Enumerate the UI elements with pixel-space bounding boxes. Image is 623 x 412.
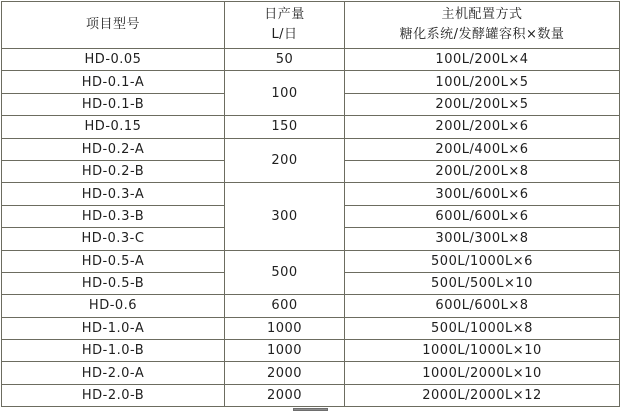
- model-cell: HD-0.3-A: [2, 183, 225, 205]
- config-cell: 200L/200L×5: [345, 93, 620, 115]
- model-cell: HD-0.1-A: [2, 71, 225, 93]
- model-cell: HD-2.0-A: [2, 362, 225, 384]
- config-cell: 100L/200L×4: [345, 49, 620, 71]
- header-daily-output: [225, 2, 345, 49]
- table-row: [2, 317, 620, 339]
- daily-output-cell: 2000: [225, 384, 345, 406]
- config-cell: 200L/400L×6: [345, 138, 620, 160]
- config-cell: 2000L/2000L×12: [345, 384, 620, 406]
- model-cell: HD-2.0-B: [2, 384, 225, 406]
- config-cell: 600L/600L×6: [345, 205, 620, 227]
- config-cell: 600L/600L×8: [345, 295, 620, 317]
- model-cell: HD-0.3-B: [2, 205, 225, 227]
- config-cell: 200L/200L×8: [345, 160, 620, 182]
- daily-output-cell: 50: [225, 49, 345, 71]
- config-cell: 500L/1000L×8: [345, 317, 620, 339]
- model-cell: HD-0.5-B: [2, 272, 225, 294]
- daily-output-cell: 1000: [225, 340, 345, 362]
- header-model-label: 项目型号: [85, 17, 140, 32]
- header-daily-output-label: 日产量: [264, 7, 305, 22]
- table-row: [2, 295, 620, 317]
- model-cell: HD-0.3-C: [2, 228, 225, 250]
- table-row: [2, 183, 620, 205]
- header-daily-output-unit: L/日: [271, 27, 298, 42]
- table-row: [2, 71, 620, 93]
- config-cell: 1000L/2000L×10: [345, 362, 620, 384]
- table-body: [2, 49, 620, 407]
- model-cell: HD-1.0-B: [2, 340, 225, 362]
- table-row: [2, 116, 620, 138]
- daily-output-cell: 600: [225, 295, 345, 317]
- table-row: [2, 138, 620, 160]
- table-row: [2, 49, 620, 71]
- daily-output-cell: 200: [225, 138, 345, 183]
- config-cell: 500L/500L×10: [345, 272, 620, 294]
- daily-output-cell: 1000: [225, 317, 345, 339]
- table-row: [2, 340, 620, 362]
- daily-output-cell: 100: [225, 71, 345, 116]
- config-cell: 200L/200L×6: [345, 116, 620, 138]
- config-cell: 300L/600L×6: [345, 183, 620, 205]
- header-config: [345, 2, 620, 49]
- daily-output-cell: 300: [225, 183, 345, 250]
- config-cell: 500L/1000L×6: [345, 250, 620, 272]
- table-resize-handle[interactable]: [293, 408, 328, 411]
- config-cell: 100L/200L×5: [345, 71, 620, 93]
- model-cell: HD-0.05: [2, 49, 225, 71]
- header-row: [2, 2, 620, 49]
- header-model: [2, 2, 225, 49]
- model-cell: HD-0.6: [2, 295, 225, 317]
- config-cell: 300L/300L×8: [345, 228, 620, 250]
- model-cell: HD-1.0-A: [2, 317, 225, 339]
- header-config-label: 主机配置方式: [441, 7, 523, 22]
- model-cell: HD-0.5-A: [2, 250, 225, 272]
- table-row: [2, 362, 620, 384]
- model-cell: HD-0.2-B: [2, 160, 225, 182]
- spec-table-container: [1, 1, 620, 407]
- model-cell: HD-0.15: [2, 116, 225, 138]
- daily-output-cell: 500: [225, 250, 345, 295]
- model-cell: HD-0.2-A: [2, 138, 225, 160]
- product-spec-table: [1, 1, 620, 407]
- table-row: [2, 250, 620, 272]
- config-cell: 1000L/1000L×10: [345, 340, 620, 362]
- header-config-sublabel: 糖化系统/发酵罐容积×数量: [399, 27, 565, 42]
- model-cell: HD-0.1-B: [2, 93, 225, 115]
- table-row: [2, 384, 620, 406]
- table-header: [2, 2, 620, 49]
- daily-output-cell: 2000: [225, 362, 345, 384]
- daily-output-cell: 150: [225, 116, 345, 138]
